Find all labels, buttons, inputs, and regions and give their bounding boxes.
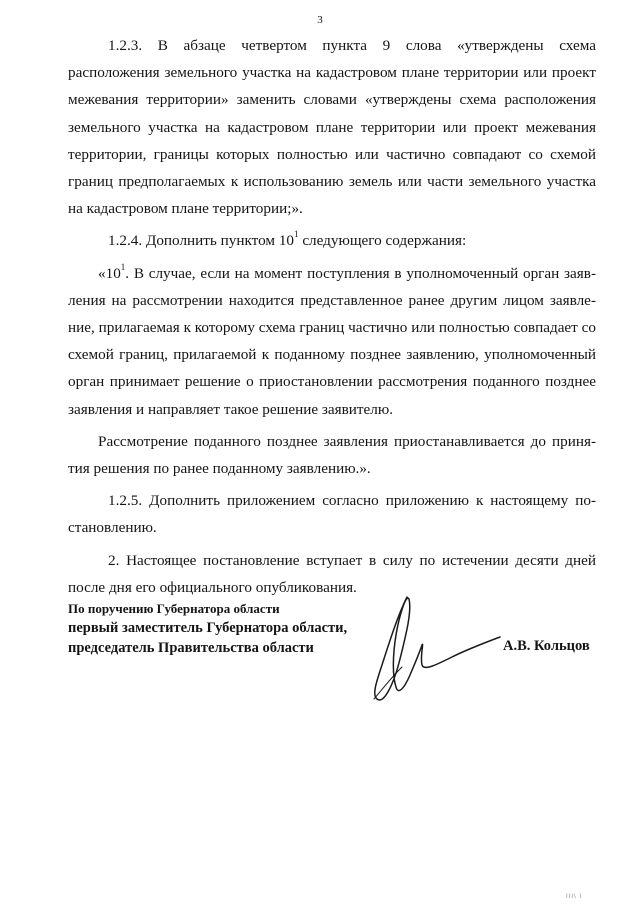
paragraph-10-1-start: «10 (98, 264, 121, 282)
paragraph-1-2-5: 1.2.5. Дополнить приложением согласно приложению к настоящему постановлению. (68, 492, 596, 537)
paragraph-1-2-4-text: 1.2.4. Дополнить пунктом 10 (108, 232, 295, 250)
superscript: 1 (294, 229, 299, 240)
document-body (68, 32, 596, 601)
signature-mandate: По поручению Губернатора области (68, 601, 280, 616)
paragraph-suspension: Рассмотрение поданного позднее заявления приостанавливается до принятия решения по ранее поданному заявлению.». (68, 432, 596, 478)
page-number: 3 (317, 14, 323, 26)
superscript: 1 (120, 261, 126, 272)
paragraph-1-2-4-tail: следующего содержания: (298, 232, 467, 250)
paragraph-2: 2. Настоящее постановление вступает в силу по истечении десяти дней после дня его официального опубликования. (68, 551, 596, 596)
paragraph-10-1 (68, 260, 596, 423)
handwritten-signature (360, 595, 510, 707)
paragraph-1-2-4 (68, 227, 596, 254)
signer-position: первый заместитель Губернатора области, (68, 620, 348, 636)
signer-position-2: председатель Правительства области (68, 640, 314, 656)
signer-name: А.В. Кольцов (503, 638, 590, 654)
footer-mark: III\ I (566, 894, 583, 900)
paragraph-1-2-3: 1.2.3. В абзаце четвертом пункта 9 слова «утверждены схема расположения земельного участка на кадастровом плане территории или проект межевания территории» заменить словами «утверждены схема расположения земельного участка на кадастровом плане территории или проект межевания территории, границы которых полностью или частично совпадают со схемой границ предполагаемых к использованию земель или части земельного участка на кадастровом плане территории;». (68, 37, 596, 218)
paragraph-10-1-text: . В случае, если на момент поступления в уполномоченный орган заявления на рассмотрении находится представленное ранее другим лицом заявление, прилагаемая к которому схема границ частично или полностью совпадает со схемой границ, прилагаемой к поданному позднее заявлению, уполномоченный орган принимает решение о приостановлении рассмотрения поданного позднее заявления и направляет такое решение заявителю. (68, 264, 596, 418)
